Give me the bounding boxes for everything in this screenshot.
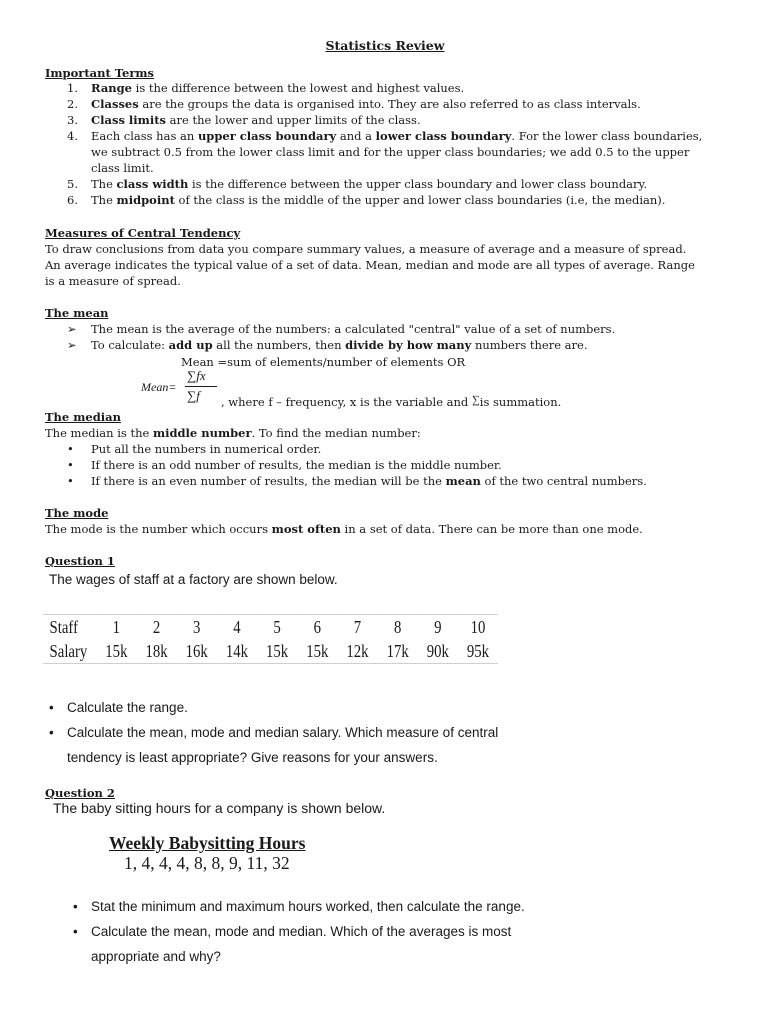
bullet-dot-icon: • [49,725,54,740]
row-label-staff: Staff [43,615,96,640]
salary-cell: 12k [337,639,377,664]
table-values: 1, 4, 4, 4, 8, 8, 9, 11, 32 [124,853,290,873]
salary-cell: 95k [458,639,498,664]
salary-cell: 18k [136,639,176,664]
formula-description: , where f – frequency, x is the variable and ∑is summation. [221,394,562,409]
bullet-dot-icon: • [73,899,78,914]
list-item: 5. The class width is the difference between the upper class boundary and lower class boundary. [67,177,648,191]
salary-cell: 15k [96,639,136,664]
salary-cell: 14k [217,639,257,664]
staff-cell: 4 [217,615,257,640]
paragraph-line: An average indicates the typical value of a set of data. Mean, median and mode are all types of average. Range [45,258,695,272]
table-row [43,639,498,664]
formula-denominator: ∑f [187,388,200,403]
paragraph-line: is a measure of spread. [45,274,181,288]
salary-cell: 90k [418,639,458,664]
page-title: Statistics Review [325,38,445,53]
staff-cell: 3 [177,615,217,640]
formula-text: Mean =sum of elements/number of elements OR [181,355,466,369]
list-item: • Calculate the mean, mode and median. Which of the averages is most appropriate and why? [73,924,512,964]
question2-intro: The baby sitting hours for a company is shown below. [53,800,386,816]
list-item: ➢ The mean is the average of the numbers: a calculated "central" value of a set of numbers. [67,322,616,336]
formula-numerator: ∑fx [187,368,206,383]
staff-cell: 2 [136,615,176,640]
table-row [43,615,498,640]
list-item: 1. Range is the difference between the lowest and highest values. [67,81,465,95]
bullet-dot-icon: • [73,924,78,939]
list-item: ➢ To calculate: add up all the numbers, then divide by how many numbers there are. [67,338,588,352]
list-item: • If there is an even number of results, the median will be the mean of the two central numbers. [67,474,647,488]
median-heading: The median [45,410,121,424]
bullet-dot-icon: • [67,474,74,488]
staff-cell: 10 [458,615,498,640]
babysitting-table [109,833,305,874]
salary-cell: 17k [378,639,418,664]
arrow-bullet-icon: ➢ [67,324,77,336]
formula-lhs: Mean= [141,380,177,394]
wages-table [43,614,598,664]
row-label-salary: Salary [43,639,96,664]
paragraph-line: To draw conclusions from data you compare summary values, a measure of average and a measure of spread. [45,242,687,256]
question1-intro: The wages of staff at a factory are shown below. [49,572,338,587]
bullet-dot-icon: • [49,700,54,715]
staff-cell: 7 [337,615,377,640]
list-item: 2. Classes are the groups the data is organised into. They are also referred to as class intervals. [67,97,641,111]
staff-cell: 1 [96,615,136,640]
central-tendency-heading: Measures of Central Tendency [45,226,241,240]
list-item: • Calculate the mean, mode and median salary. Which measure of central tendency is least appropriate? Give reasons for your answers. [49,725,499,765]
staff-cell: 9 [418,615,458,640]
important-terms-heading: Important Terms [45,66,155,80]
staff-cell: 5 [257,615,297,640]
staff-cell: 8 [378,615,418,640]
list-item: • Calculate the range. [49,700,188,715]
list-item: • If there is an odd number of results, the median is the middle number. [67,458,502,472]
bullet-dot-icon: • [67,442,74,456]
list-item: • Stat the minimum and maximum hours worked, then calculate the range. [73,899,525,914]
paragraph-line: The median is the middle number. To find the median number: [45,426,421,440]
mode-heading: The mode [45,506,109,520]
salary-cell: 15k [257,639,297,664]
salary-cell: 16k [177,639,217,664]
list-item: • Put all the numbers in numerical order. [67,442,322,456]
list-item: 3. Class limits are the lower and upper limits of the class. [67,113,421,127]
document-page [45,0,725,1024]
arrow-bullet-icon: ➢ [67,340,77,352]
question1-heading: Question 1 [45,554,115,568]
list-item: 6. The midpoint of the class is the middle of the upper and lower class boundaries (i.e, the median). [67,193,666,207]
fraction-bar [185,386,217,387]
paragraph-line: The mode is the number which occurs most often in a set of data. There can be more than one mode. [45,522,643,536]
staff-cell: 6 [297,615,337,640]
bullet-dot-icon: • [67,458,74,472]
question2-heading: Question 2 [45,786,115,800]
mean-heading: The mean [45,306,109,320]
list-item: 4. Each class has an upper class boundary and a lower class boundary. For the lower class boundaries, we subtract 0.5 from the lower class limit and for the upper class boundaries; we add 0.5 to the upper class limit. [67,129,703,175]
table-title: Weekly Babysitting Hours [109,833,306,853]
salary-cell: 15k [297,639,337,664]
